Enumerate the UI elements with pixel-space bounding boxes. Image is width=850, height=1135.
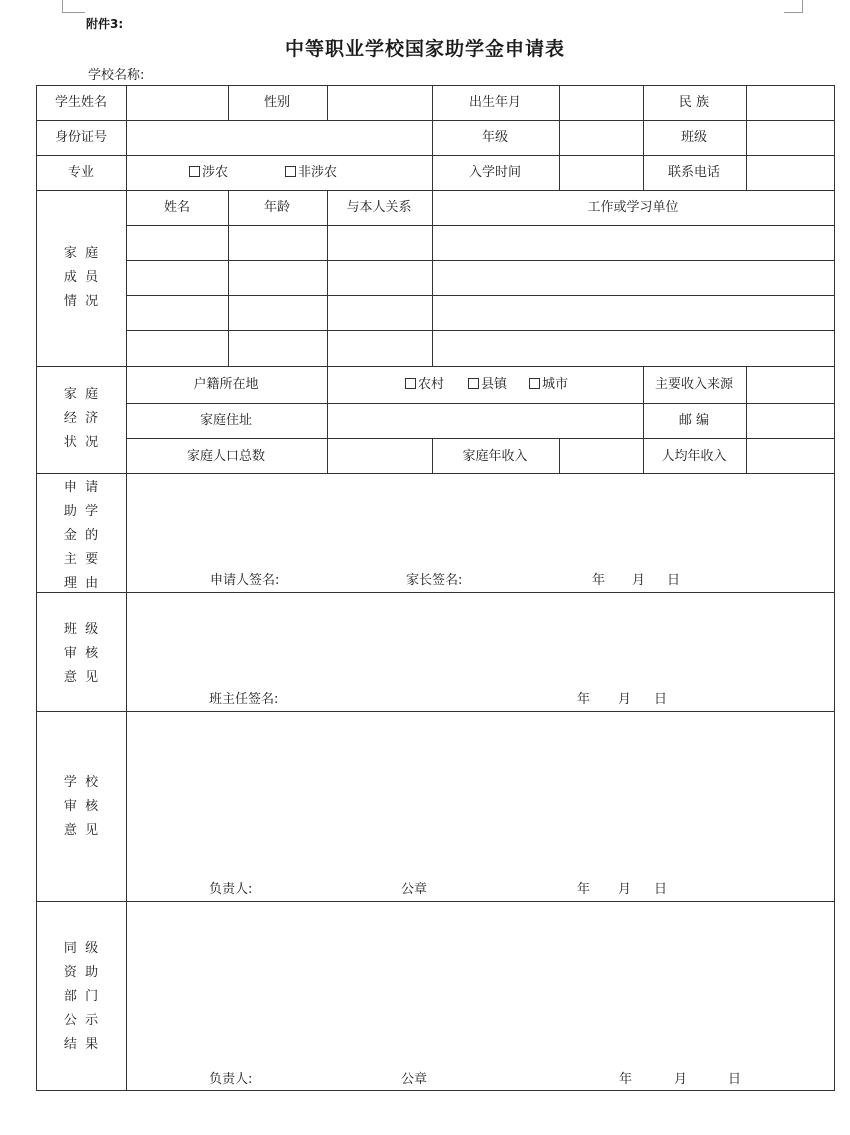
applicant-sign-label: 申请人签名: [210,573,280,588]
enroll-time-input[interactable] [560,156,642,190]
city-option-label: 城市 [542,377,569,392]
publicity-month-label: 月 [674,1072,688,1087]
school-review-day-label: 日 [654,882,668,897]
column-divider [327,190,328,366]
column-divider [643,85,644,190]
non-agri-checkbox[interactable] [285,166,296,177]
row-divider [126,260,834,261]
crop-mark-right [784,0,803,13]
publicity-year-label: 年 [619,1072,633,1087]
school-review-section-label: 学 校 审 核 意 见 [63,775,99,838]
application-form-table [36,85,834,1090]
row-divider [126,295,834,296]
reason-month-label: 月 [632,573,646,588]
parent-sign-label: 家长签名: [406,573,463,588]
column-divider [432,85,433,155]
school-name-label: 学校名称: [88,68,145,83]
id-number-label: 身份证号 [54,130,108,145]
grade-label: 年级 [481,130,509,145]
attachment-label: 附件3: [86,17,124,31]
class-review-day-label: 日 [654,692,668,707]
student-name-input[interactable] [127,86,227,120]
reason-section-label: 申 请 助 学 金 的 主 要 理 由 [63,480,99,591]
family-members-section-label: 家 庭 成 员 情 况 [63,246,99,309]
non-agri-option[interactable] [285,165,337,181]
rural-option-label: 农村 [418,377,445,392]
crop-mark-left [62,0,85,13]
family-col-name: 姓名 [163,200,191,215]
rural-checkbox[interactable] [405,378,416,389]
column-divider [643,438,644,473]
family-col-relation: 与本人关系 [346,200,412,215]
column-divider [228,85,229,120]
gender-input[interactable] [328,86,431,120]
class-input[interactable] [747,121,833,155]
table-border-right [834,85,835,1091]
class-label: 班级 [680,130,708,145]
school-review-year-label: 年 [577,882,591,897]
enroll-time-label: 入学时间 [468,165,522,180]
county-option-label: 县镇 [481,377,508,392]
row-divider [36,155,834,156]
reason-year-label: 年 [592,573,606,588]
postcode-label: 邮 编 [678,413,710,428]
column-divider [432,155,433,190]
agri-checkbox[interactable] [189,166,200,177]
publicity-seal-label: 公章 [401,1072,428,1087]
family-col-age: 年龄 [263,200,291,215]
hukou-label: 户籍所在地 [193,377,259,392]
school-review-textarea[interactable] [127,712,833,877]
row-divider [126,225,834,226]
column-divider [643,403,644,438]
phone-input[interactable] [747,156,833,190]
id-number-input[interactable] [127,121,431,155]
student-name-label: 学生姓名 [54,95,108,110]
ethnicity-input[interactable] [747,86,833,120]
income-source-label: 主要收入来源 [654,377,734,392]
row-divider [126,438,834,439]
city-checkbox[interactable] [529,378,540,389]
school-responsible-label: 负责人: [209,882,253,897]
table-border-left [36,85,37,1090]
major-label: 专业 [67,165,95,180]
reason-day-label: 日 [667,573,681,588]
address-input[interactable] [328,404,642,438]
class-review-section-label: 班 级 审 核 意 见 [63,622,99,685]
county-checkbox[interactable] [468,378,479,389]
gender-label: 性别 [263,95,291,110]
rural-option[interactable] [405,377,444,393]
class-review-textarea[interactable] [127,593,833,688]
column-divider [327,366,328,403]
birth-input[interactable] [560,86,642,120]
column-divider [228,190,229,366]
publicity-day-label: 日 [728,1072,742,1087]
publicity-responsible-label: 负责人: [209,1072,253,1087]
birth-label: 出生年月 [468,95,522,110]
column-divider [643,366,644,403]
phone-label: 联系电话 [667,165,721,180]
income-source-input[interactable] [747,367,833,403]
row-divider [36,190,834,191]
teacher-sign-label: 班主任签名: [209,692,279,707]
city-option[interactable] [529,377,568,393]
family-col-work: 工作或学习单位 [587,200,679,215]
page-title: 中等职业学校国家助学金申请表 [284,38,565,60]
row-divider [36,366,834,367]
family-economy-section-label: 家 庭 经 济 状 况 [63,387,99,450]
annual-income-input[interactable] [560,439,642,473]
household-size-label: 家庭人口总数 [186,449,266,464]
household-size-input[interactable] [328,439,431,473]
per-capita-input[interactable] [747,439,833,473]
school-review-month-label: 月 [618,882,632,897]
grade-input[interactable] [560,121,642,155]
annual-income-label: 家庭年收入 [462,449,528,464]
ethnicity-label: 民 族 [678,95,710,110]
publicity-section-label: 同 级 资 助 部 门 公 示 结 果 [63,941,99,1052]
per-capita-label: 人均年收入 [661,449,727,464]
class-review-year-label: 年 [577,692,591,707]
postcode-input[interactable] [747,404,833,438]
address-label: 家庭住址 [199,413,253,428]
school-seal-label: 公章 [401,882,428,897]
reason-textarea[interactable] [127,474,833,569]
agri-option[interactable] [189,165,228,181]
class-review-month-label: 月 [618,692,632,707]
publicity-textarea[interactable] [127,902,833,1067]
table-border-bottom [36,1090,834,1091]
agri-option-label: 涉农 [202,165,229,180]
column-divider [432,190,433,366]
non-agri-option-label: 非涉农 [298,165,338,180]
county-option[interactable] [468,377,507,393]
column-divider [432,438,433,473]
row-divider [126,330,834,331]
